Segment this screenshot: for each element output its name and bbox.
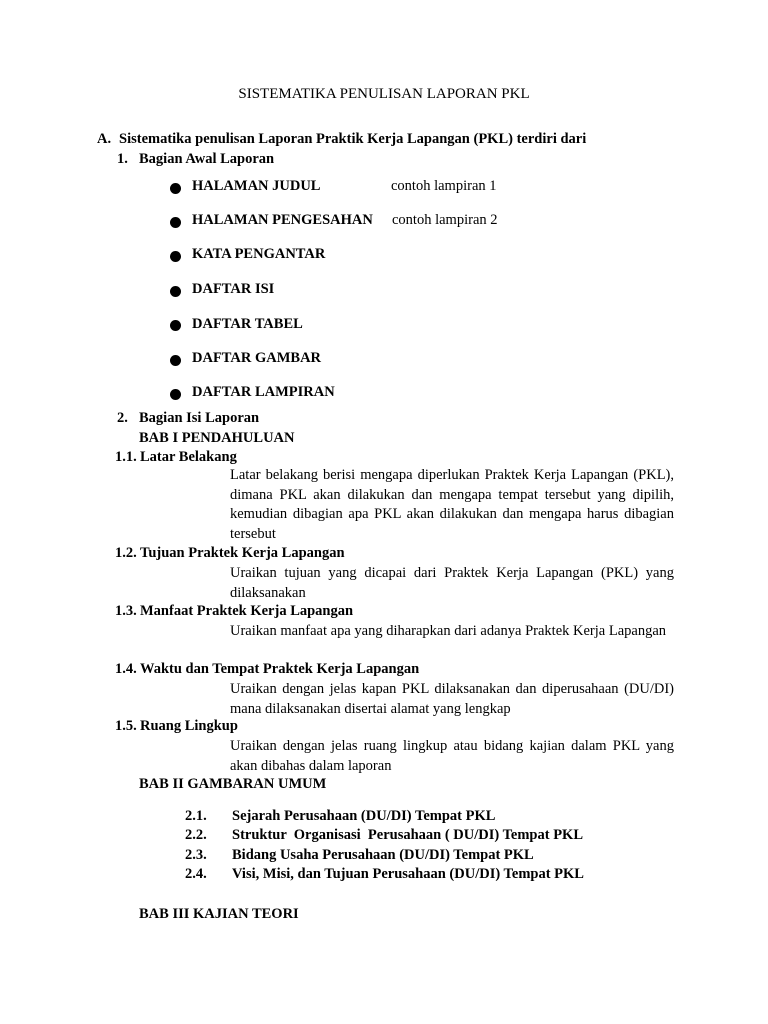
bullet-icon	[170, 251, 181, 262]
subsection-text: Uraikan dengan jelas kapan PKL dilaksanakan dan diperusahaan (DU/DI) mana dilaksanakan disertai alamat yang lengkap	[230, 681, 674, 717]
subsection-title: Waktu dan Tempat Praktek Kerja Lapangan	[140, 661, 420, 677]
bullet-icon	[170, 183, 181, 194]
list-item-note: contoh lampiran 2	[392, 212, 498, 228]
subsection-number: 1.1.	[115, 449, 137, 465]
subsection-title: Ruang Lingkup	[140, 718, 238, 734]
bullet-icon	[170, 286, 181, 297]
list-item: HALAMAN JUDUL	[192, 178, 321, 194]
subsection-text: Uraikan tujuan yang dicapai dari Praktek Kerja Lapangan (PKL) yang dilaksanakan	[230, 565, 674, 601]
subsection-title: Manfaat Praktek Kerja Lapangan	[140, 603, 354, 619]
list-item: DAFTAR ISI	[192, 281, 275, 297]
bab2-item-title: Struktur Organisasi Perusahaan ( DU/DI) Tempat PKL	[232, 827, 583, 843]
bab2-item-title: Bidang Usaha Perusahaan (DU/DI) Tempat PKL	[232, 847, 534, 863]
subsection-number: 1.2.	[115, 545, 137, 561]
subsection-number: 1.3.	[115, 603, 137, 619]
list-item: HALAMAN PENGESAHAN	[192, 212, 373, 228]
bab2-item-number: 2.2.	[185, 827, 207, 843]
bullet-icon	[170, 217, 181, 228]
document-title: SISTEMATIKA PENULISAN LAPORAN PKL	[238, 86, 530, 102]
subsection-number: 1.4.	[115, 661, 137, 677]
section-a-marker: A.	[97, 131, 112, 147]
list-item: KATA PENGANTAR	[192, 246, 326, 262]
bab1-heading: BAB I PENDAHULUAN	[139, 430, 295, 446]
list-item: DAFTAR LAMPIRAN	[192, 384, 335, 400]
subsection-text: Uraikan manfaat apa yang diharapkan dari adanya Praktek Kerja Lapangan	[230, 623, 666, 639]
part1-heading: Bagian Awal Laporan	[139, 151, 275, 167]
list-item: DAFTAR TABEL	[192, 316, 303, 332]
bab2-item-title: Visi, Misi, dan Tujuan Perusahaan (DU/DI) Tempat PKL	[232, 866, 584, 882]
part2-marker: 2.	[117, 410, 128, 426]
part1-marker: 1.	[117, 151, 128, 167]
bullet-icon	[170, 320, 181, 331]
section-a-heading: Sistematika penulisan Laporan Praktik Kerja Lapangan (PKL) terdiri dari	[119, 131, 587, 147]
bab2-item-number: 2.3.	[185, 847, 207, 863]
bab2-item-number: 2.4.	[185, 866, 207, 882]
subsection-title: Tujuan Praktek Kerja Lapangan	[140, 545, 345, 561]
subsection-text: Uraikan dengan jelas ruang lingkup atau bidang kajian dalam PKL yang akan dibahas dalam laporan	[230, 738, 674, 774]
bullet-icon	[170, 389, 181, 400]
bab2-item-number: 2.1.	[185, 808, 207, 824]
bab3-heading: BAB III KAJIAN TEORI	[139, 906, 299, 922]
bab2-item-title: Sejarah Perusahaan (DU/DI) Tempat PKL	[232, 808, 496, 824]
bullet-icon	[170, 355, 181, 366]
bab2-heading: BAB II GAMBARAN UMUM	[139, 776, 327, 792]
subsection-number: 1.5.	[115, 718, 137, 734]
subsection-text: Latar belakang berisi mengapa diperlukan Praktek Kerja Lapangan (PKL), dimana PKL akan dilakukan dan mengapa tempat tersebut yang dipilih, kemudian dibagian apa PKL akan dilakukan dan mengapa harus dibagian tersebut	[230, 467, 674, 542]
subsection-title: Latar Belakang	[140, 449, 237, 465]
list-item: DAFTAR GAMBAR	[192, 350, 322, 366]
list-item-note: contoh lampiran 1	[391, 178, 497, 194]
part2-heading: Bagian Isi Laporan	[139, 410, 260, 426]
